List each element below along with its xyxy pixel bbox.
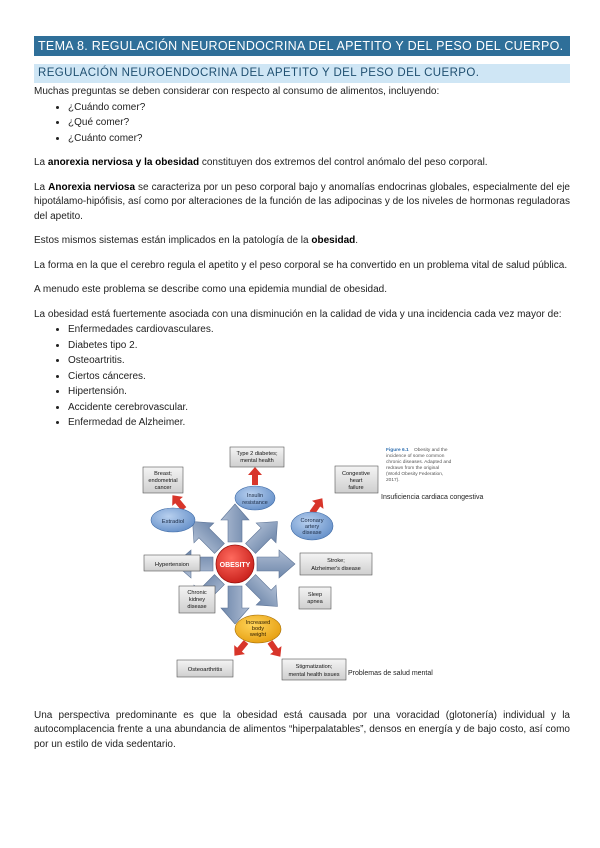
paragraph-systems: Estos mismos sistemas están implicados en la patología de la obesidad. xyxy=(34,235,359,246)
svg-text:mental health issues: mental health issues xyxy=(288,671,340,678)
svg-text:disease: disease xyxy=(302,529,322,536)
sleep-apnea-box xyxy=(299,587,331,609)
svg-text:Sleep: Sleep xyxy=(307,591,323,598)
svg-text:(World Obesity Federation,: (World Obesity Federation, xyxy=(386,471,444,477)
section-heading: REGULACIÓN NEUROENDOCRINA DEL APETITO Y DEL PESO DEL CUERPO. xyxy=(34,64,570,83)
paragraph-epidemic: A menudo este problema se describe como una epidemia mundial de obesidad. xyxy=(34,284,387,295)
figure-caption-label: Figure 6.1 xyxy=(386,447,409,453)
svg-text:redrawn from the original: redrawn from the original xyxy=(386,465,440,471)
svg-text:disease: disease xyxy=(187,603,207,610)
paragraph-quality-of-life: La obesidad está fuertemente asociada con una disminución en la calidad de vida y una incidencia cada vez mayor de: xyxy=(34,308,562,320)
note-heart-failure: Insuficiencia cardiaca congestiva xyxy=(381,493,484,501)
arrow-icon xyxy=(248,467,262,485)
document-page xyxy=(34,36,570,752)
list-item: • ¿Qué comer? xyxy=(68,115,570,131)
svg-text:Alzheimer's disease: Alzheimer's disease xyxy=(311,565,361,572)
svg-text:2017).: 2017). xyxy=(386,477,400,483)
note-mental-health: Problemas de salud mental xyxy=(348,669,433,677)
questions-list xyxy=(34,100,570,147)
svg-text:failure: failure xyxy=(348,484,364,491)
list-item: • Osteoartritis. xyxy=(68,353,570,369)
intro-paragraph: Muchas preguntas se deben considerar con respecto al consumo de alimentos, incluyendo: xyxy=(34,86,440,97)
list-item: • Enfermedad de Alzheimer. xyxy=(68,415,570,431)
svg-text:Hypertension: Hypertension xyxy=(154,561,190,568)
paragraph-perspective: Una perspectiva predominante es que la obesidad está causada por una voracidad (glotonería) individual y la autocomplacencia frente a una abundancia de alimentos “hiperpalatables”, densos en energía y de bajo costo, así como por un estilo de vida sedentario. xyxy=(34,709,570,750)
svg-text:incidence of some common: incidence of some common xyxy=(386,453,445,459)
paragraph-anorexia-definition: La Anorexia nerviosa se caracteriza por un peso corporal bajo y anomalías endocrinas globales, especialmente del eje hipotálamo-hipófisis, así como por alteraciones de la función de las adipocinas y de los niveles de hormonas reguladoras del apetito. xyxy=(34,181,570,222)
paragraph-public-health: La forma en la que el cerebro regula el apetito y el peso corporal se ha convertido en un problema vital de salud pública. xyxy=(34,259,568,271)
svg-text:Congestive: Congestive xyxy=(342,470,370,477)
svg-text:Breast;: Breast; xyxy=(154,470,172,477)
svg-text:cancer: cancer xyxy=(154,484,172,491)
svg-text:weight: weight xyxy=(249,631,267,638)
svg-text:chronic diseases. Adapted and: chronic diseases. Adapted and xyxy=(386,459,452,465)
paragraph-anorexia-obesity: La anorexia nerviosa y la obesidad constituyen dos extremos del control anómalo del peso corporal. xyxy=(34,157,488,168)
svg-text:mental health: mental health xyxy=(240,457,274,464)
diseases-list xyxy=(34,322,570,431)
svg-text:artery: artery xyxy=(304,523,320,530)
svg-text:Coronary: Coronary xyxy=(300,517,324,524)
diabetes-box xyxy=(230,447,284,467)
list-item: • Ciertos cánceres. xyxy=(68,369,570,385)
arrow-icon xyxy=(221,504,249,542)
svg-text:kidney: kidney xyxy=(188,596,206,603)
svg-text:Osteoarthritis: Osteoarthritis xyxy=(187,666,223,673)
svg-text:resistance: resistance xyxy=(242,499,268,506)
svg-text:Stroke;: Stroke; xyxy=(327,557,345,564)
svg-text:Stigmatization;: Stigmatization; xyxy=(295,663,333,670)
svg-text:Chronic: Chronic xyxy=(187,589,207,596)
svg-text:Obesity and the: Obesity and the xyxy=(414,447,448,453)
list-item: • Enfermedades cardiovasculares. xyxy=(68,322,570,338)
svg-text:apnea: apnea xyxy=(307,598,323,605)
chapter-title: TEMA 8. REGULACIÓN NEUROENDOCRINA DEL APETITO Y DEL PESO DEL CUERPO. xyxy=(34,36,570,56)
svg-text:Type 2 diabetes;: Type 2 diabetes; xyxy=(236,450,278,457)
svg-text:body: body xyxy=(251,625,265,632)
svg-text:Estradiol: Estradiol xyxy=(161,518,185,525)
arrow-icon xyxy=(257,550,295,578)
obesity-figure xyxy=(34,439,570,691)
svg-text:heart: heart xyxy=(349,477,363,484)
list-item: • Diabetes tipo 2. xyxy=(68,338,570,354)
svg-text:endometrial: endometrial xyxy=(148,477,178,484)
list-item: • Hipertensión. xyxy=(68,384,570,400)
svg-text:Insulin: Insulin xyxy=(246,492,264,499)
list-item: • Accidente cerebrovascular. xyxy=(68,400,570,416)
obesity-label: OBESITY xyxy=(219,561,251,569)
list-item: • ¿Cuánto comer? xyxy=(68,131,570,147)
list-item: • ¿Cuándo comer? xyxy=(68,100,570,116)
obesity-diagram xyxy=(34,439,570,691)
svg-text:Increased: Increased xyxy=(245,619,271,626)
